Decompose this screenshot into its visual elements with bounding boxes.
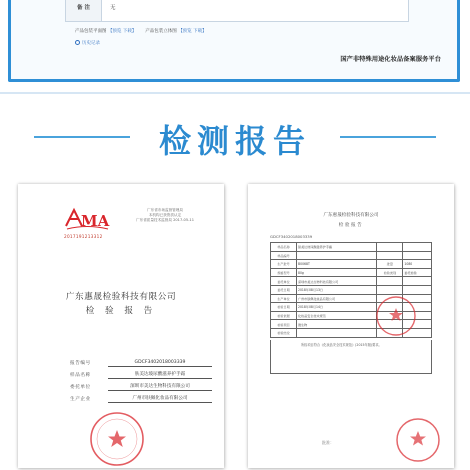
cover-field-label: 报告编号 bbox=[70, 361, 91, 366]
table-row bbox=[271, 243, 432, 252]
remark-row bbox=[65, 0, 409, 22]
cover-fields bbox=[70, 358, 216, 406]
content-report-no: GDCF3402018003339 bbox=[270, 234, 313, 239]
cover-note-line: 广东省市场监督管理局 bbox=[147, 208, 183, 212]
table-row bbox=[271, 260, 432, 269]
cover-field-value: 广州市肤佩化妆品有限公司 bbox=[108, 395, 212, 403]
table-cell-value: B0068T bbox=[297, 260, 377, 269]
cover-field-client bbox=[70, 382, 216, 393]
table-cell-label bbox=[377, 251, 403, 260]
cover-field-manufacturer bbox=[70, 394, 216, 405]
table-row bbox=[271, 268, 432, 277]
section-heading bbox=[0, 108, 470, 158]
cover-note-line: 本机构已获资质认定 bbox=[148, 213, 182, 218]
cover-seal-stamp-icon bbox=[88, 410, 146, 468]
table-cell-value: 广州市肤佩化妆品有限公司 bbox=[297, 294, 377, 303]
cover-accreditation-note bbox=[122, 208, 208, 224]
cma-number: 2017191213312 bbox=[64, 234, 103, 239]
table-cell-label: 检验日期 bbox=[271, 303, 297, 312]
cover-field-value: 肤美达玻尿酸滋养护手霜 bbox=[108, 371, 212, 379]
report-cover-page bbox=[18, 184, 224, 468]
cover-field-value: GDCF3402018003339 bbox=[108, 359, 212, 367]
svg-text:MA: MA bbox=[81, 212, 110, 230]
remark-label: 备 注 bbox=[66, 0, 102, 21]
solid-view-preview-link[interactable]: 【预览 bbox=[178, 29, 192, 34]
cover-field-value: 深圳市美达生物科技有限公司 bbox=[108, 383, 212, 391]
registration-panel bbox=[0, 0, 470, 94]
flat-view-label: 产品包装平面图 bbox=[75, 29, 107, 34]
table-cell-label: 生产批号 bbox=[271, 260, 297, 269]
table-cell-label: 委托日期 bbox=[271, 285, 297, 294]
section-title: 检测报告 bbox=[158, 122, 311, 160]
table-cell-label bbox=[377, 243, 403, 252]
content-title: 检验报告 bbox=[338, 223, 364, 228]
flat-view-download-link[interactable]: 下载】 bbox=[122, 29, 137, 34]
history-label: 历史记录 bbox=[82, 41, 100, 46]
solid-view-label: 产品包装立体图 bbox=[145, 29, 177, 34]
table-row bbox=[271, 251, 432, 260]
table-cell-label: 检验类别 bbox=[377, 268, 403, 277]
table-cell-label: 样品名称 bbox=[271, 243, 297, 252]
table-cell-label: 检验项目 bbox=[271, 320, 297, 329]
solid-view-download-link[interactable]: 下载】 bbox=[193, 29, 207, 34]
cover-doc-title: 检 验 报 告 bbox=[85, 306, 157, 316]
table-cell-label bbox=[377, 277, 403, 286]
table-cell-label: 样品编号 bbox=[271, 251, 297, 260]
cover-field-sample bbox=[70, 370, 216, 381]
cma-logo-icon bbox=[64, 206, 110, 232]
table-cell-label: 批量 bbox=[377, 260, 403, 269]
table-row bbox=[271, 277, 432, 286]
bottom-seal-stamp-icon bbox=[394, 416, 442, 464]
inspection-seal-stamp-icon bbox=[374, 294, 418, 338]
platform-name: 国产非特殊用途化妆品备案服务平台 bbox=[340, 56, 441, 63]
table-cell-label: 检验结论 bbox=[271, 328, 297, 337]
report-remark-box bbox=[270, 340, 432, 374]
table-cell-value: 2018年08月14日 bbox=[297, 303, 377, 312]
table-cell-value: 1080 bbox=[403, 260, 432, 269]
table-cell-value: 2018年08月13日 bbox=[297, 285, 377, 294]
table-cell-value bbox=[403, 285, 432, 294]
table-cell-label: 委托单位 bbox=[271, 277, 297, 286]
table-cell-label: 生产单位 bbox=[271, 294, 297, 303]
flat-view-preview-link[interactable]: 【预览 bbox=[107, 29, 122, 34]
cover-field-label: 样品名称 bbox=[70, 373, 91, 378]
content-lab-name: 广东惠晟检验科技有限公司 bbox=[323, 213, 379, 218]
cover-field-label: 委托单位 bbox=[70, 385, 91, 390]
table-cell-label bbox=[377, 285, 403, 294]
remark-value: 无 bbox=[110, 5, 116, 11]
table-cell-value: 委托检验 bbox=[403, 268, 432, 277]
table-cell-label: 检验依据 bbox=[271, 311, 297, 320]
content-signature: 批准： bbox=[322, 440, 334, 445]
cover-note-line: 广东省质量技术监督局 2017-05-11 bbox=[136, 218, 194, 223]
table-cell-value bbox=[403, 243, 432, 252]
table-cell-label: 规格型号 bbox=[271, 268, 297, 277]
table-cell-value: 深圳市美达生物科技有限公司 bbox=[297, 277, 377, 286]
report-remark-text: 所检项目符合《化妆品安全技术规范》(2015年版)要求。 bbox=[301, 343, 382, 347]
cover-lab-name: 广东惠晟检验科技有限公司 bbox=[65, 292, 177, 302]
heading-divider-right bbox=[340, 136, 436, 138]
cover-field-report-no bbox=[70, 358, 216, 369]
history-link[interactable] bbox=[75, 40, 100, 46]
table-cell-value bbox=[297, 328, 377, 337]
history-icon bbox=[75, 40, 80, 45]
table-cell-value: 微生物 bbox=[297, 320, 377, 329]
table-cell-value bbox=[297, 251, 377, 260]
table-cell-value bbox=[403, 251, 432, 260]
table-cell-value: 80g bbox=[297, 268, 377, 277]
table-cell-value: 化妆品安全技术规范 bbox=[297, 311, 377, 320]
table-cell-value: 肤美达玻尿酸滋养护手霜 bbox=[297, 243, 377, 252]
report-content-page bbox=[248, 184, 454, 468]
table-row bbox=[271, 285, 432, 294]
registration-frame bbox=[8, 0, 460, 82]
table-cell-value bbox=[403, 277, 432, 286]
cover-field-label: 生产企业 bbox=[70, 397, 91, 402]
product-images-row bbox=[75, 28, 207, 34]
